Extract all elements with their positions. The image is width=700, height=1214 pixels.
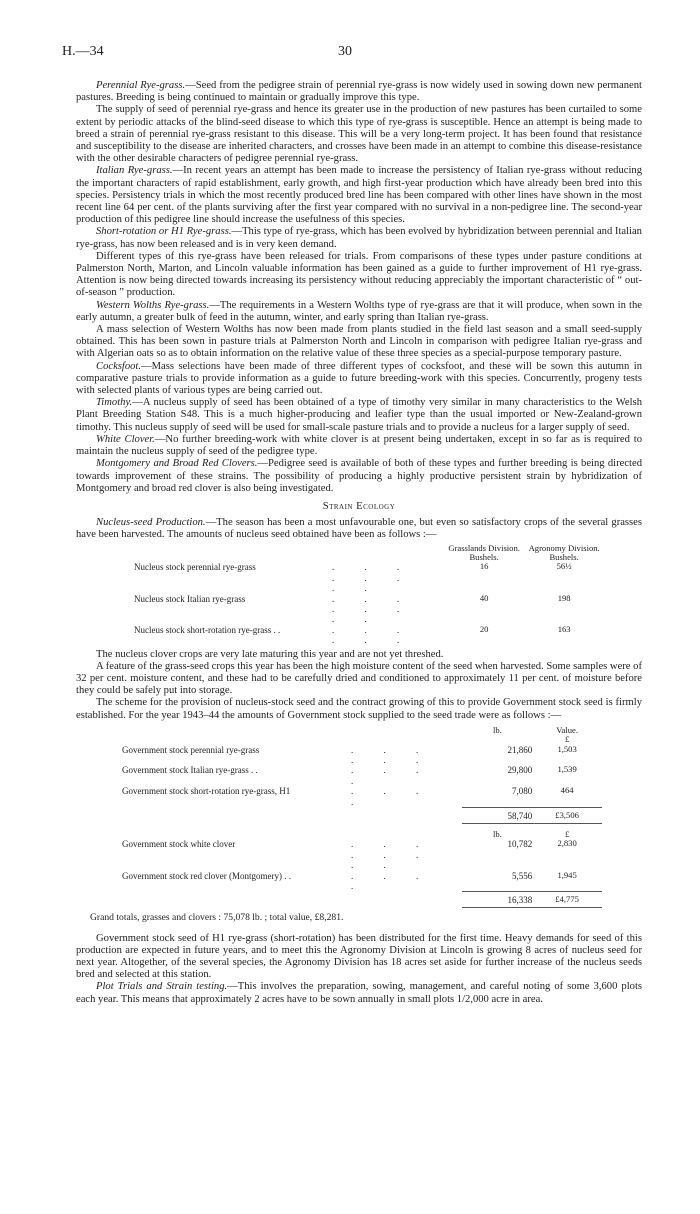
grand-totals-line: Grand totals, grasses and clovers : 75,078 lb. ; total value, £8,281. (90, 912, 344, 924)
row-label: Nucleus stock perennial rye-grass (134, 562, 256, 573)
government-stock-table (122, 726, 602, 909)
agronomy-value: 56½ (556, 561, 572, 572)
leader-dots: . . . . (351, 786, 433, 807)
nucleus-seed-table (134, 544, 604, 646)
clover-total-value: £4,775 (532, 891, 602, 907)
paragraph-plot-trials: Plot Trials and Strain testing.—This involves the preparation, sowing, management, and careful noting of some 3,600 plots each year. This means that approximately 2 acres have to be sown annually in small plots 1/2,000 acre in area. (76, 981, 643, 1005)
leader-dots: . . . . . . . . (332, 593, 414, 625)
row-label: Government stock perennial rye-grass (122, 744, 260, 755)
document-body (76, 80, 642, 1006)
page-reference: H.—34 (62, 44, 104, 59)
clover-total-lb: 16,338 (462, 891, 532, 907)
paragraph-blind-seed-disease: The supply of seed of perennial rye-grass and hence its greater use in the production of new pastures has been curtailed to some extent by periodic attacks of the blind-seed disease to which this type of rye-grass is susceptible. Hence an attempt is being made to breed a strain of perennial rye-grass resistant to this disease. This will be a very long-term project. It has been found that resistance and susceptibility to the disease are inherited characters, and crosses have been made in an attempt to combine this disease-resistance with the other desirable characters of pedigree perennial rye-grass. (76, 104, 642, 165)
currency-symbol: £ (564, 828, 570, 839)
money-value: 464 (532, 786, 602, 807)
column-header: lb. (492, 828, 502, 839)
lb-value: 10,782 (507, 839, 533, 850)
lb-value: 21,860 (507, 744, 533, 755)
run-in-heading: Cocksfoot. (96, 360, 142, 372)
agronomy-value: 163 (557, 623, 571, 634)
grass-total-lb: 58,740 (462, 807, 532, 823)
run-in-heading: Plot Trials and Strain testing. (96, 981, 228, 993)
leader-dots: . . . . . . . . (351, 839, 433, 871)
grasslands-value: 40 (479, 592, 489, 603)
leader-dots: . . . . . . . . (332, 562, 414, 594)
column-header: Agronomy Division. (528, 542, 600, 553)
paragraph-cocksfoot: Cocksfoot.—Mass selections have been made of three different types of cocksfoot, and these will be sown this autumn in comparative pasture trials to provide information as a guide to future breeding-work with this species. Concurrently, progeny tests with selected plants of various types are being carried out. (76, 360, 642, 397)
table-header-row (122, 726, 602, 745)
run-in-heading: Italian Rye-grass. (96, 165, 173, 177)
run-in-heading: Nucleus-seed Production. (96, 517, 206, 529)
table-row (122, 839, 602, 870)
column-header: Value. (556, 724, 578, 735)
currency-symbol: £ (564, 734, 570, 745)
run-in-heading: Montgomery and Broad Red Clovers. (96, 458, 258, 470)
paragraph-mass-selection: A mass selection of Western Wolths has now been made from plants studied in the field last season and a small seed-supply obtained. This has been sown in pasture trials at Palmerston North and Lincoln in comparison with pedigree Italian rye-grass and with Algerian oats so as to obtain information on the relative value of these three species as a special-purpose temporary pasture. (76, 324, 642, 360)
money-value: 1,945 (532, 871, 602, 892)
paragraph-h1-trials: Different types of this rye-grass have been released for trials. From comparisons of these types under pasture conditions at Palmerston North, Marton, and Lincoln valuable information has been gained as a guide to further improvement of H1 rye-grass. Attention is now being directed towards increasing its persistency without reducing appreciably the important characteristic of “ out-of-season ” production. (76, 250, 642, 299)
section-heading: Strain Ecology (322, 500, 396, 512)
leader-dots: . . . . . . (351, 744, 433, 766)
paragraph-moisture: A feature of the grass-seed crops this year has been the high moisture content of the seed when harvested. Some samples were of 32 per cent. moisture content, and these had to be carefully dried and conditioned to approximately 11 per cent. of moisture before they could be safely put into storage. (76, 660, 642, 697)
page-number: 30 (338, 44, 352, 59)
paragraph-red-clovers: Montgomery and Broad Red Clovers.—Pedigree seed is available of both of these types and further breeding is being directed towards improvement of these strains. The possibility of producing a highly productive persistent strain by hybridization of Montgomery and broad red clover is also being investigated. (76, 458, 642, 494)
agronomy-value: 198 (557, 592, 571, 603)
paragraph-clover-crops: The nucleus clover crops are very late maturing this year and are not yet threshed. (96, 648, 444, 660)
table-row (122, 745, 602, 766)
table-subtotal-row (122, 807, 602, 823)
row-label: Government stock red clover (Montgomery) . . (122, 870, 291, 881)
table-row (134, 594, 604, 625)
paragraph-h1-distribution: Government stock seed of H1 rye-grass (short-rotation) has been distributed for the first time. Heavy demands for seed of this production are expected in future years, and to meet this the Agronomy Division at Lincoln is growing 8 acres of nucleus seed for next year. Altogether, of the several species, the Agronomy Division has 18 acres set aside for further increase of the nucleus seeds bred and selected at this station. (76, 932, 642, 981)
paragraph-short-rotation: Short-rotation or H1 Rye-grass.—This type of rye-grass, which has been evolved by hybridization between perennial and Italian rye-grass, has now been released and is in very keen demand. (76, 226, 642, 250)
paragraph-government-stock: The scheme for the provision of nucleus-stock seed and the contract growing of this to provide Government stock seed is firmly established. For the year 1943–44 the amounts of Government stock supplied to the seed trade were as follows :— (76, 697, 642, 721)
lb-value: 5,556 (462, 871, 532, 892)
paragraph-italian-rye-grass: Italian Rye-grass.—In recent years an attempt has been made to increase the persistency of Italian rye-grass without reducing the important characters of rapid establishment, early growth, and high first-year production which have already been bred into this species. Persistency trials in which the most recently produced bred line has been compared with other lines have shown in the most recent line 64 per cent. of the plants surviving after the first year compared with no survival in a non-pedigree line. The second-year production of this pedigree line should increase the usefulness of this species. (76, 165, 643, 226)
lb-value: 29,800 (507, 765, 533, 776)
column-header: Grasslands Division. (448, 542, 520, 553)
table-row (122, 765, 602, 786)
table-row (134, 625, 604, 646)
money-value: 2,830 (557, 838, 577, 849)
paragraph-perennial-rye-grass: Perennial Rye-grass.—Seed from the pedigree strain of perennial rye-grass is now widely used in sowing down new permanent pastures. Breeding is being continued to maintain or gradually improve this type. (76, 80, 642, 104)
leader-dots: . . . . (351, 870, 433, 891)
table-subtotal-row (122, 891, 602, 907)
leader-dots: . . . . . . (332, 624, 414, 646)
paragraph-nucleus-seed: Nucleus-seed Production.—The season has been a most unfavourable one, but even so satisfactory crops of the several grasses have been harvested. The amounts of nucleus seed obtained have been as follows :— (76, 517, 642, 541)
column-unit: Bushels. (549, 551, 579, 562)
paragraph-timothy: Timothy.—A nucleus supply of seed has been obtained of a type of timothy very similar in many characteristics to the Welsh Plant Breeding Station S48. This is a much higher-producing and leafier type than the usual imported or New-Zealand-grown timothy. This nucleus supply of seed will be used for small-scale pasture trials and to provide a nucleus for a larger supply of seed. (76, 397, 642, 433)
table-row (122, 871, 602, 892)
run-in-heading: White Clover. (96, 433, 155, 445)
grass-total-value: £3,506 (532, 807, 602, 823)
money-value: 1,539 (557, 764, 577, 775)
grasslands-value: 16 (479, 561, 489, 572)
run-in-heading: Western Wolths Rye-grass. (96, 299, 210, 311)
run-in-heading: Short-rotation or H1 Rye-grass. (96, 226, 232, 238)
money-value: 1,503 (557, 743, 577, 754)
run-in-heading: Perennial Rye-grass. (96, 80, 186, 91)
table-header-row (122, 823, 602, 839)
row-label: Nucleus stock Italian rye-grass (134, 593, 246, 604)
table-header-row (134, 544, 604, 563)
row-label: Government stock short-rotation rye-grass, H1 (122, 786, 291, 797)
column-header: lb. (492, 724, 502, 735)
row-label: Nucleus stock short-rotation rye-grass . . (134, 624, 281, 635)
run-in-heading: Timothy. (96, 397, 133, 409)
paragraph-white-clover: White Clover.—No further breeding-work with white clover is at present being undertaken, except in so far as is required to maintain the nucleus supply of seed of the pedigree type. (76, 433, 642, 458)
lb-value: 7,080 (462, 786, 532, 807)
row-label: Government stock white clover (122, 839, 236, 850)
row-label: Government stock Italian rye-grass . . (122, 765, 258, 776)
grasslands-value: 20 (479, 623, 489, 634)
leader-dots: . . . . (351, 765, 433, 786)
paragraph-western-wolths: Western Wolths Rye-grass.—The requirements in a Western Wolths type of rye-grass are that it will produce, when sown in the early autumn, a greater bulk of feed in the autumn, winter, and early spring than Italian rye-grass. (76, 299, 643, 323)
table-row (122, 786, 602, 807)
table-row (134, 562, 604, 593)
column-unit: Bushels. (469, 551, 499, 562)
